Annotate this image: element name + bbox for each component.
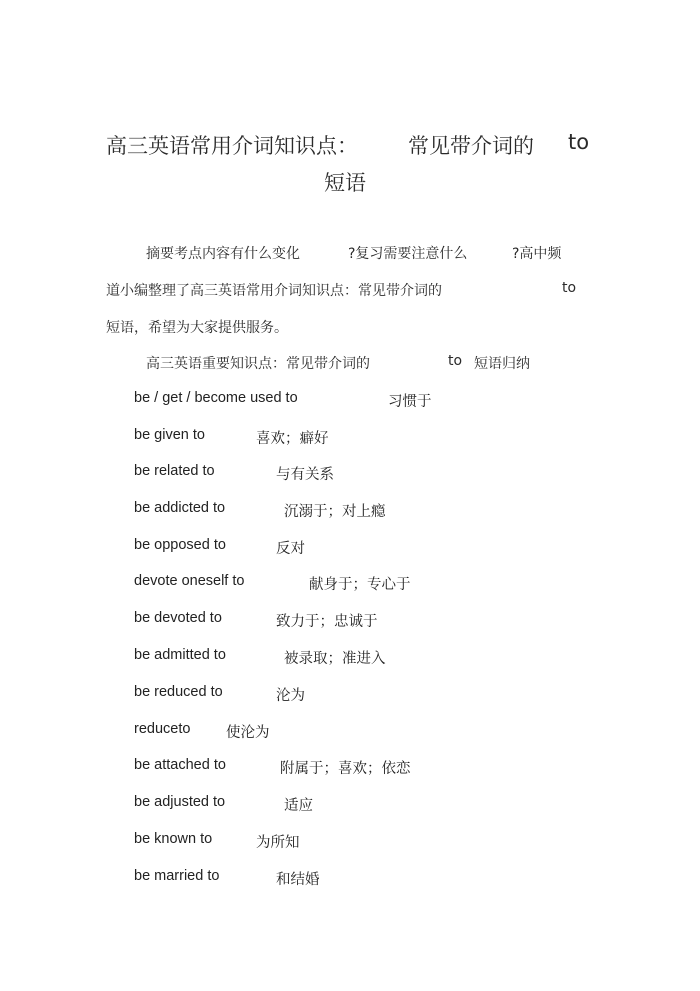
phrase-english: be adjusted to	[134, 794, 226, 810]
phrase-english: be married to	[134, 868, 220, 884]
phrase-chinese: 沉溺于；对上瘾	[284, 504, 386, 520]
title-line-2: 短语	[324, 171, 366, 195]
section-heading-text: 高三英语重要知识点：常见带介词的	[146, 356, 370, 372]
summary-text: 短语，希望为大家提供服务。	[106, 320, 288, 336]
phrase-english: be attached to	[134, 757, 226, 773]
phrase-chinese: 适应	[284, 798, 313, 814]
phrase-english: be devoted to	[134, 610, 222, 626]
phrase-chinese: 为所知	[256, 835, 300, 851]
summary-line-3	[0, 317, 700, 337]
phrase-english: be related to	[134, 463, 215, 479]
phrase-chinese: 与有关系	[276, 467, 334, 483]
section-heading-text: to	[448, 353, 463, 369]
summary-line-2	[0, 280, 700, 300]
phrase-chinese: 反对	[276, 541, 305, 557]
phrase-chinese: 使沦为	[226, 725, 270, 741]
summary-text: ?高中频	[512, 246, 562, 262]
phrase-chinese: 致力于；忠诚于	[276, 614, 378, 630]
summary-text: ?复习需要注意什么	[348, 246, 468, 262]
phrase-chinese: 和结婚	[276, 872, 320, 888]
phrase-english: devote oneself to	[134, 573, 245, 589]
phrase-english: be known to	[134, 831, 213, 847]
phrase-english: be reduced to	[134, 684, 223, 700]
summary-text: 道小编整理了高三英语常用介词知识点：常见带介词的	[106, 283, 442, 299]
title-part-1: 高三英语常用介词知识点：	[106, 134, 358, 158]
phrase-chinese: 附属于；喜欢；依恋	[280, 761, 411, 777]
summary-text: to	[562, 280, 577, 296]
phrase-english: be given to	[134, 427, 205, 443]
title-part-3: to	[568, 130, 590, 154]
section-heading-text: 短语归纳	[474, 356, 530, 372]
section-heading	[0, 353, 700, 373]
phrase-english: be admitted to	[134, 647, 226, 663]
phrase-chinese: 被录取；准进入	[284, 651, 386, 667]
phrase-english: be addicted to	[134, 500, 226, 516]
title-part-2: 常见带介词的	[408, 134, 534, 158]
phrase-chinese: 喜欢；癖好	[256, 431, 329, 447]
phrase-chinese: 习惯于	[388, 394, 432, 410]
phrase-english: be opposed to	[134, 537, 226, 553]
phrase-chinese: 沦为	[276, 688, 305, 704]
phrase-english: reduceto	[134, 721, 191, 737]
phrase-chinese: 献身于；专心于	[309, 577, 411, 593]
phrase-english: be / get / become used to	[134, 390, 298, 406]
summary-text: 摘要考点内容有什么变化	[146, 246, 300, 262]
summary-line-1	[0, 243, 700, 263]
